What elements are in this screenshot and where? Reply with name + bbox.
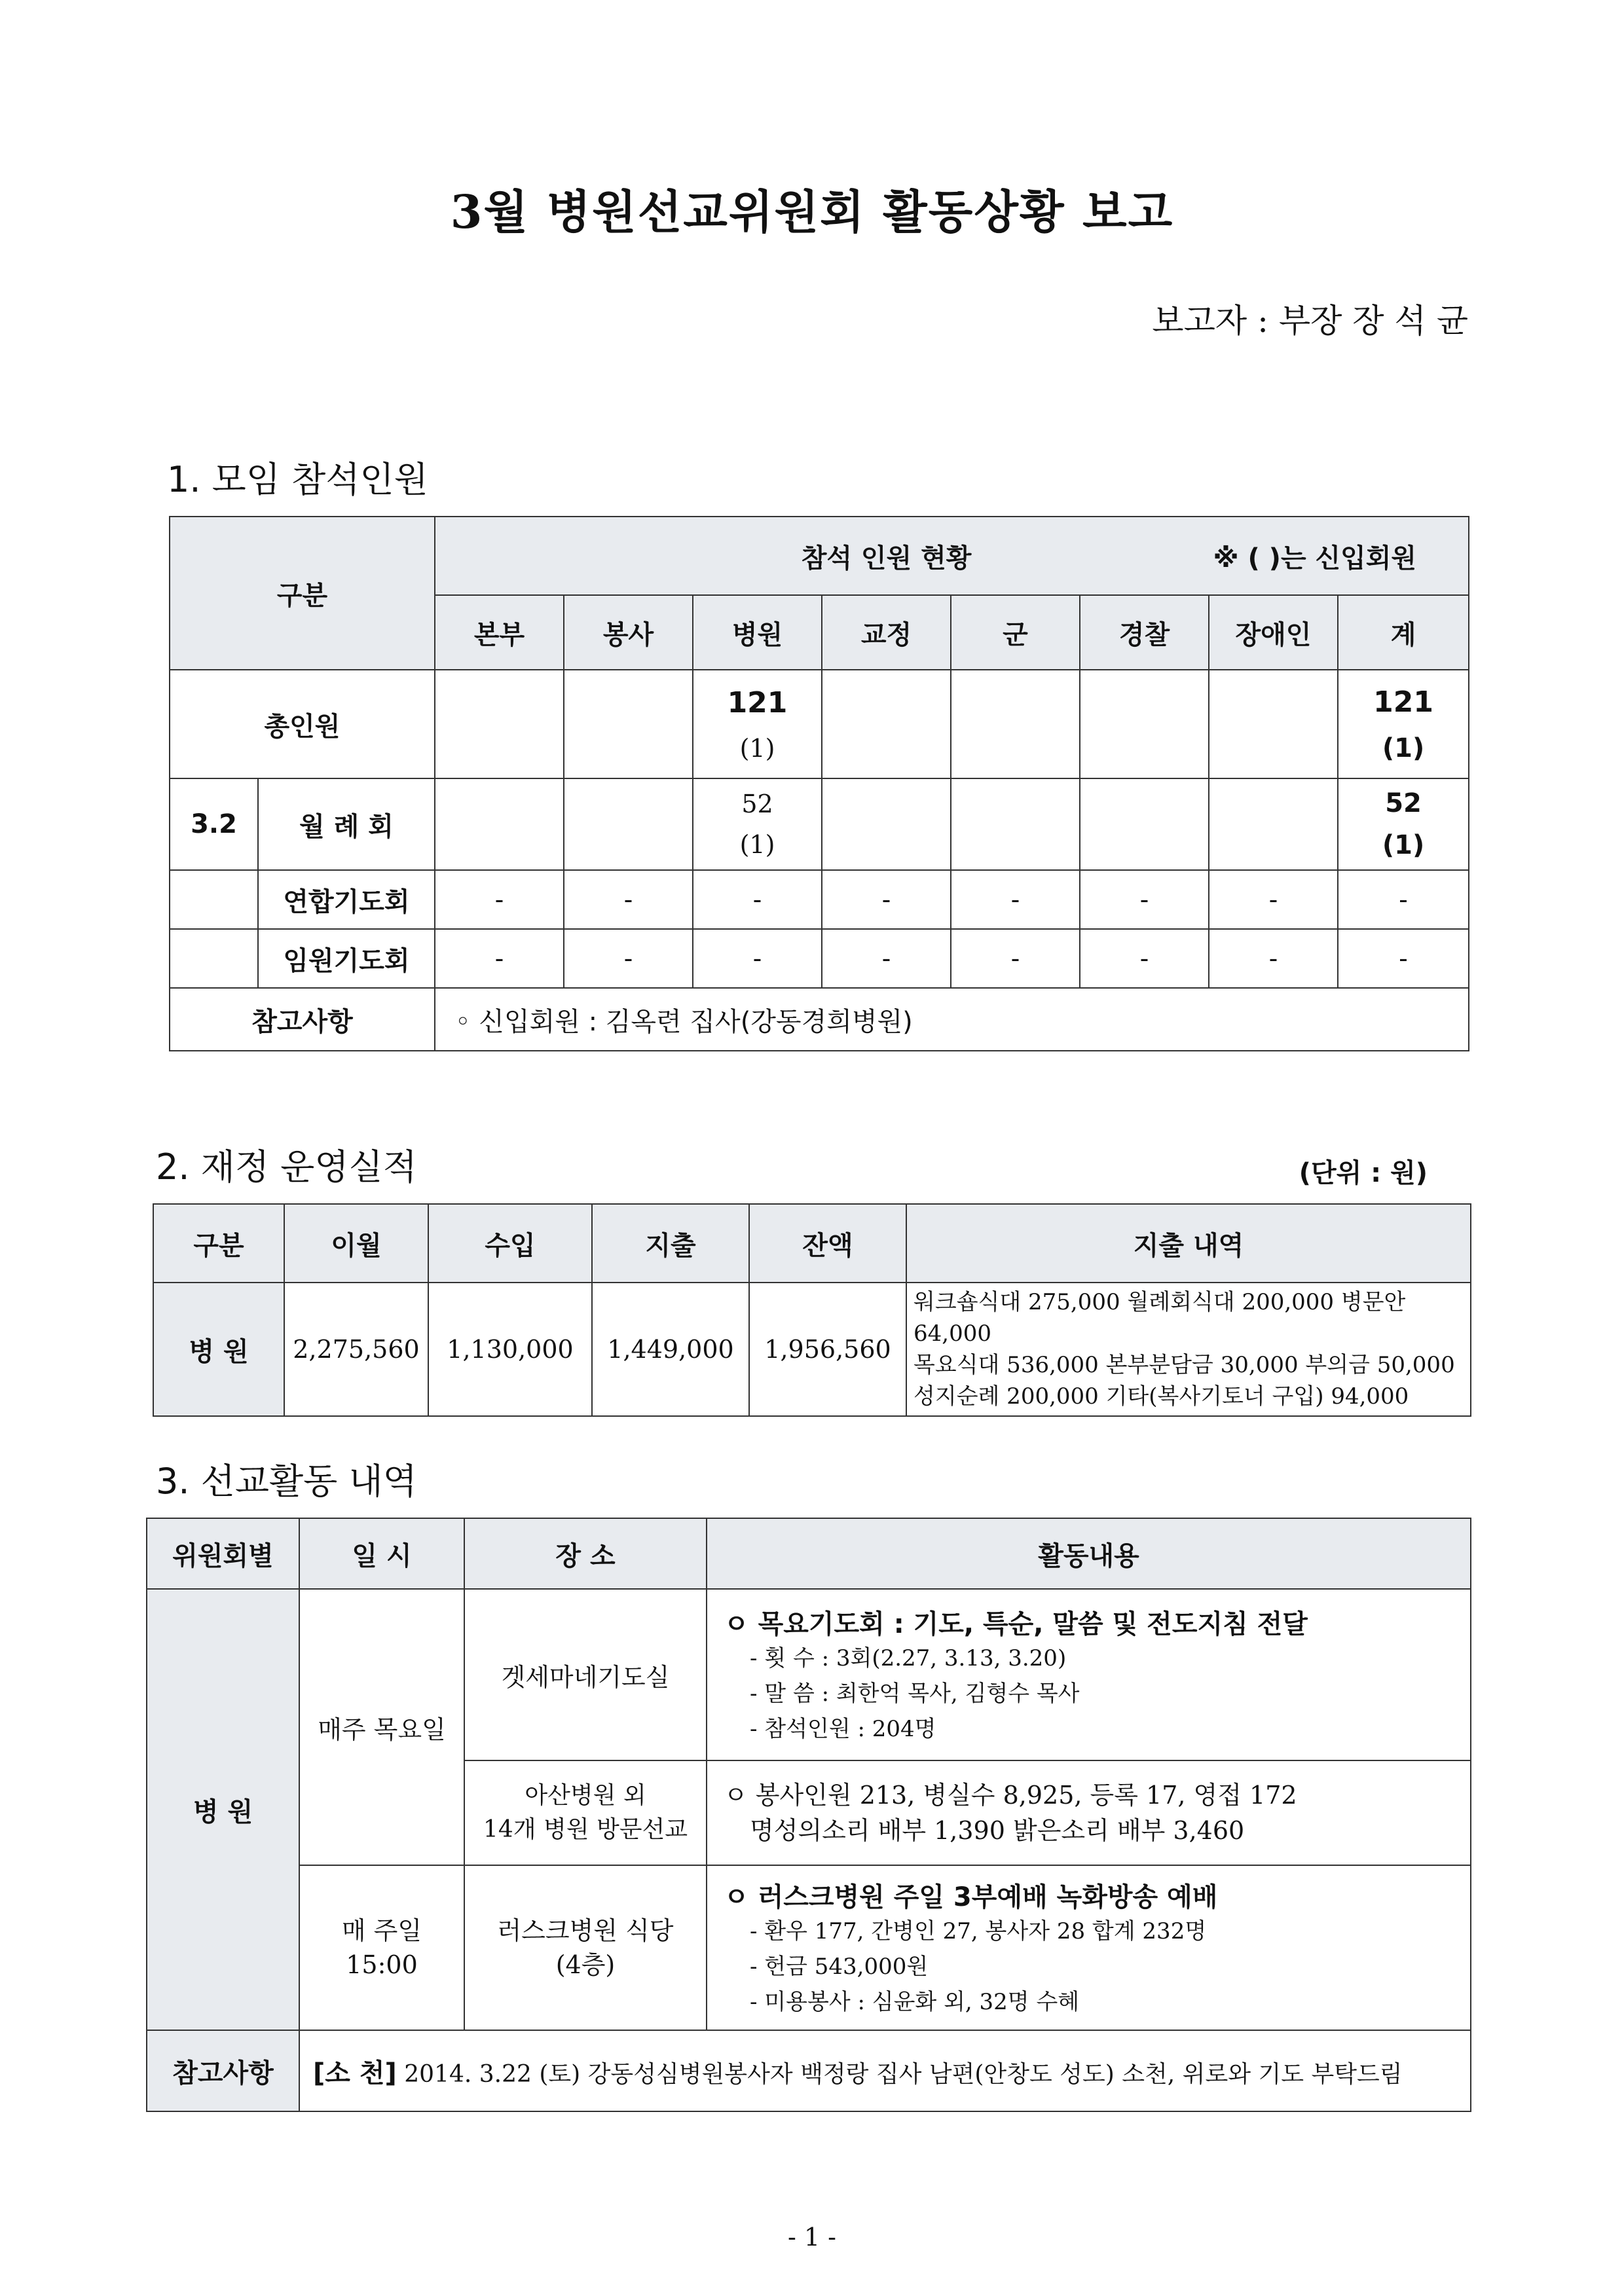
remark-label: 참고사항 (147, 2030, 299, 2111)
expense-detail-line: 목요식대 536,000 본부분담금 30,000 부의금 50,000 (913, 1352, 1455, 1378)
carryover-value: 2,275,560 (284, 1283, 428, 1416)
dash-cell: - (1338, 929, 1469, 988)
col-datetime: 일 시 (299, 1518, 464, 1589)
section2-heading: 2. 재정 운영실적 (156, 1146, 417, 1188)
date-label: 3.2 (170, 778, 258, 870)
header-group: 구분 (170, 517, 435, 670)
activity-table (146, 1518, 1471, 2112)
table-row (147, 1589, 1471, 1760)
dash-cell: - (564, 870, 693, 929)
activity-line: ㅇ 봉사인원 213, 병실수 8,925, 등록 17, 영접 172 (724, 1781, 1297, 1810)
activity-rusk (707, 1865, 1471, 2030)
col-police: 경찰 (1080, 595, 1209, 670)
place-rusk (464, 1865, 707, 2030)
finance-table (153, 1203, 1471, 1417)
place-hospitals (464, 1760, 707, 1865)
col-disabled: 장애인 (1209, 595, 1338, 670)
group-hospital: 병 원 (147, 1589, 299, 2030)
dash-cell: - (435, 870, 564, 929)
monthly-hospital-new: (1) (739, 830, 775, 859)
col-activity: 활동내용 (707, 1518, 1471, 1589)
activity-line: - 헌금 543,000원 (750, 1953, 929, 1980)
table-row (170, 870, 1469, 929)
col-category: 구분 (153, 1204, 284, 1283)
place-line: 러스크병원 식당 (497, 1916, 674, 1945)
section1-heading: 1. 모임 참석인원 (167, 459, 428, 500)
row-monthly: 월 례 회 (258, 778, 435, 870)
col-total: 계 (1338, 595, 1469, 670)
income-value: 1,130,000 (428, 1283, 592, 1416)
expense-detail-line: 워크숍식대 275,000 월례회식대 200,000 병문안 64,000 (913, 1289, 1406, 1347)
activity-thursday (707, 1589, 1471, 1760)
col-correction: 교정 (822, 595, 951, 670)
dash-cell: - (693, 870, 822, 929)
dash-cell: - (1338, 870, 1469, 929)
monthly-hospital: 52 (741, 790, 773, 818)
when-line: 15:00 (346, 1950, 418, 1979)
header-status: 참석 인원 현황 (801, 543, 972, 574)
table-row (170, 929, 1469, 988)
col-service: 봉사 (564, 595, 693, 670)
col-carryover: 이월 (284, 1204, 428, 1283)
place-gethsemane: 겟세마네기도실 (464, 1589, 707, 1760)
table-row (147, 2030, 1471, 2111)
row-officer: 임원기도회 (258, 929, 435, 988)
total-sum: 121 (1373, 685, 1433, 719)
dash-cell: - (1080, 929, 1209, 988)
when-weekly-thursday: 매주 목요일 (299, 1589, 464, 1865)
table-row (170, 670, 1469, 778)
header-status-cell (435, 517, 1469, 595)
dash-cell: - (1080, 870, 1209, 929)
activity-head: ㅇ 러스크병원 주일 3부예배 녹화방송 예배 (724, 1882, 1218, 1912)
total-label: 총인원 (170, 670, 435, 778)
table-row (147, 1865, 1471, 2030)
col-committee: 위원회별 (147, 1518, 299, 1589)
col-hospital: 병원 (693, 595, 822, 670)
section3-heading: 3. 선교활동 내역 (156, 1461, 417, 1502)
col-income: 수입 (428, 1204, 592, 1283)
dash-cell: - (693, 929, 822, 988)
monthly-sum: 52 (1385, 788, 1422, 818)
total-hospital-new: (1) (739, 733, 775, 763)
total-hospital: 121 (727, 685, 788, 720)
place-line: (4층) (555, 1950, 616, 1979)
row-hospital: 병 원 (153, 1283, 284, 1416)
place-line: 14개 병원 방문선교 (483, 1816, 688, 1843)
attendance-table (169, 516, 1469, 1051)
activity-line: - 미용봉사 : 심윤화 외, 32명 수혜 (750, 1988, 1080, 2015)
remark-tag: [소 천] (313, 2058, 397, 2088)
dash-cell: - (822, 929, 951, 988)
when-sunday (299, 1865, 464, 2030)
monthly-sum-new: (1) (1382, 830, 1425, 860)
table-row (170, 778, 1469, 870)
col-military: 군 (951, 595, 1080, 670)
activity-line: - 환우 177, 간병인 27, 봉사자 28 합계 232명 (750, 1918, 1207, 1944)
dash-cell: - (1209, 870, 1338, 929)
when-line: 매 주일 (341, 1916, 422, 1945)
col-expense-detail: 지출 내역 (906, 1204, 1471, 1283)
dash-cell: - (951, 870, 1080, 929)
remark-text: ◦ 신입회원 : 김옥련 집사(강동경희병원) (435, 988, 1469, 1051)
col-expense: 지출 (592, 1204, 749, 1283)
activity-line: 명성의소리 배부 1,390 밝은소리 배부 3,460 (750, 1816, 1245, 1845)
activity-head: ㅇ 목요기도회 : 기도, 특순, 말씀 및 전도지침 전달 (724, 1609, 1308, 1639)
activity-line: - 횟 수 : 3회(2.27, 3.13, 3.20) (750, 1645, 1067, 1671)
activity-line: - 말 씀 : 최한억 목사, 김형수 목사 (750, 1680, 1080, 1707)
col-place: 장 소 (464, 1518, 707, 1589)
place-line: 아산병원 외 (525, 1782, 646, 1809)
activity-line: - 참석인원 : 204명 (750, 1715, 936, 1742)
unit-label: (단위 : 원) (1299, 1158, 1428, 1188)
table-row (170, 988, 1469, 1051)
col-headquarters: 본부 (435, 595, 564, 670)
total-sum-new: (1) (1382, 733, 1425, 763)
dash-cell: - (1209, 929, 1338, 988)
row-joint: 연합기도회 (258, 870, 435, 929)
remark-label: 참고사항 (170, 988, 435, 1051)
expense-details (906, 1283, 1471, 1416)
balance-value: 1,956,560 (749, 1283, 906, 1416)
expense-value: 1,449,000 (592, 1283, 749, 1416)
reporter-line: 보고자 : 부장 장 석 균 (1152, 302, 1468, 340)
table-row (153, 1283, 1471, 1416)
remark-text: 2014. 3.22 (토) 강동성심병원봉사자 백정랑 집사 남편(안창도 성도) 소천, 위로와 기도 부탁드림 (396, 2060, 1403, 2088)
dash-cell: - (822, 870, 951, 929)
remark-cell (299, 2030, 1471, 2111)
header-note: ※ ( )는 신입회원 (1213, 543, 1417, 574)
expense-detail-line: 성지순례 200,000 기타(복사기토너 구입) 94,000 (913, 1383, 1409, 1410)
activity-visits (707, 1760, 1471, 1865)
dash-cell: - (951, 929, 1080, 988)
page-title: 3월 병원선교위원회 활동상황 보고 (450, 185, 1174, 239)
col-balance: 잔액 (749, 1204, 906, 1283)
dash-cell: - (564, 929, 693, 988)
page-number: - 1 - (787, 2223, 836, 2251)
dash-cell: - (435, 929, 564, 988)
